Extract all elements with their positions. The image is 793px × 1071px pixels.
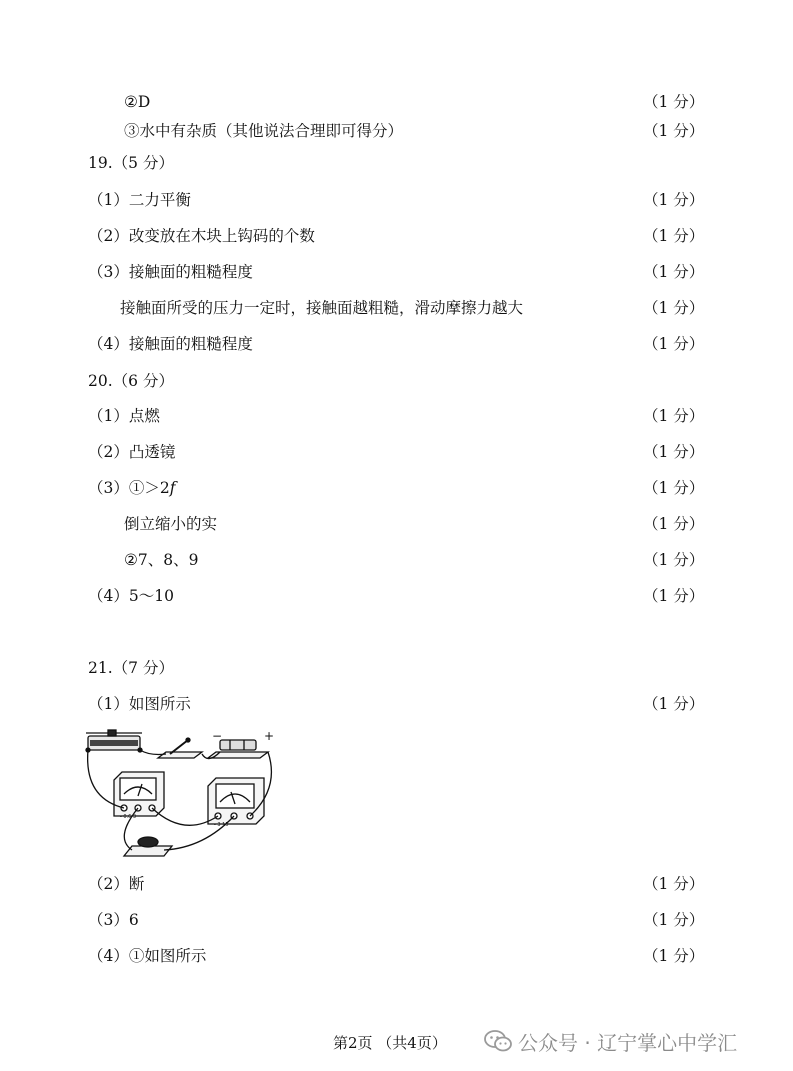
switch-icon	[158, 738, 202, 758]
answer-line: ③水中有杂质（其他说法合理即可得分）	[124, 122, 404, 140]
question-heading: 19.（5 分）	[88, 154, 174, 172]
answer-line: ②D	[124, 93, 151, 111]
wire	[140, 750, 166, 755]
score-label: （1 分）	[643, 587, 705, 605]
ammeter-icon	[114, 772, 164, 816]
watermark	[484, 1027, 737, 1055]
score-label: （1 分）	[643, 227, 705, 245]
score-label: （1 分）	[643, 479, 705, 497]
answer-line: （4）接触面的粗糙程度	[88, 335, 253, 353]
answer-line: （2）改变放在木块上钩码的个数	[88, 227, 315, 245]
answer-line: （2）凸透镜	[88, 443, 176, 461]
score-label: （1 分）	[643, 947, 705, 965]
watermark-text: 公众号 · 辽宁掌心中学汇	[518, 1030, 738, 1055]
score-label: （1 分）	[643, 515, 705, 533]
answer-line: 接触面所受的压力一定时，接触面越粗糙，滑动摩擦力越大	[120, 299, 524, 317]
answer-line: （3）接触面的粗糙程度	[88, 263, 253, 281]
page-number: 第2页 （共4页）	[333, 1034, 447, 1052]
answer-line: （2）断	[88, 875, 145, 893]
question-heading: 20.（6 分）	[88, 372, 174, 390]
score-label: （1 分）	[643, 263, 705, 281]
answer-line: （3）6	[88, 911, 139, 929]
answer-line: （1）如图所示	[88, 695, 191, 713]
score-label: （1 分）	[643, 407, 705, 425]
score-label: （1 分）	[643, 122, 705, 140]
answer-line: （1）点燃	[88, 407, 160, 425]
lamp-icon	[124, 837, 172, 856]
voltmeter-terminal-label: - 3 15	[214, 822, 229, 828]
score-label: （1 分）	[643, 93, 705, 111]
score-label: （1 分）	[643, 551, 705, 569]
answer-text: （3）①＞2	[88, 479, 170, 497]
answer-line: （4）5～10	[88, 587, 174, 605]
answer-line: （4）①如图所示	[88, 947, 207, 965]
rheostat-icon	[86, 730, 142, 752]
focal-length-symbol: f	[169, 479, 176, 497]
question-heading: 21.（7 分）	[88, 659, 174, 677]
score-label: （1 分）	[643, 299, 705, 317]
answer-line	[88, 476, 175, 500]
battery-negative-sign: −	[212, 729, 223, 743]
answer-line: （1）二力平衡	[88, 191, 191, 209]
answer-line: ②7、8、9	[124, 551, 199, 569]
score-label: （1 分）	[643, 443, 705, 461]
ammeter-terminal-label: - 0.6 3	[120, 814, 137, 820]
score-label: （1 分）	[643, 911, 705, 929]
score-label: （1 分）	[643, 875, 705, 893]
answer-line: 倒立缩小的实	[124, 515, 218, 533]
circuit-diagram-figure	[84, 728, 284, 860]
battery-positive-sign: +	[264, 729, 275, 743]
wechat-icon	[484, 1029, 512, 1053]
score-label: （1 分）	[643, 335, 705, 353]
score-label: （1 分）	[643, 695, 705, 713]
score-label: （1 分）	[643, 191, 705, 209]
